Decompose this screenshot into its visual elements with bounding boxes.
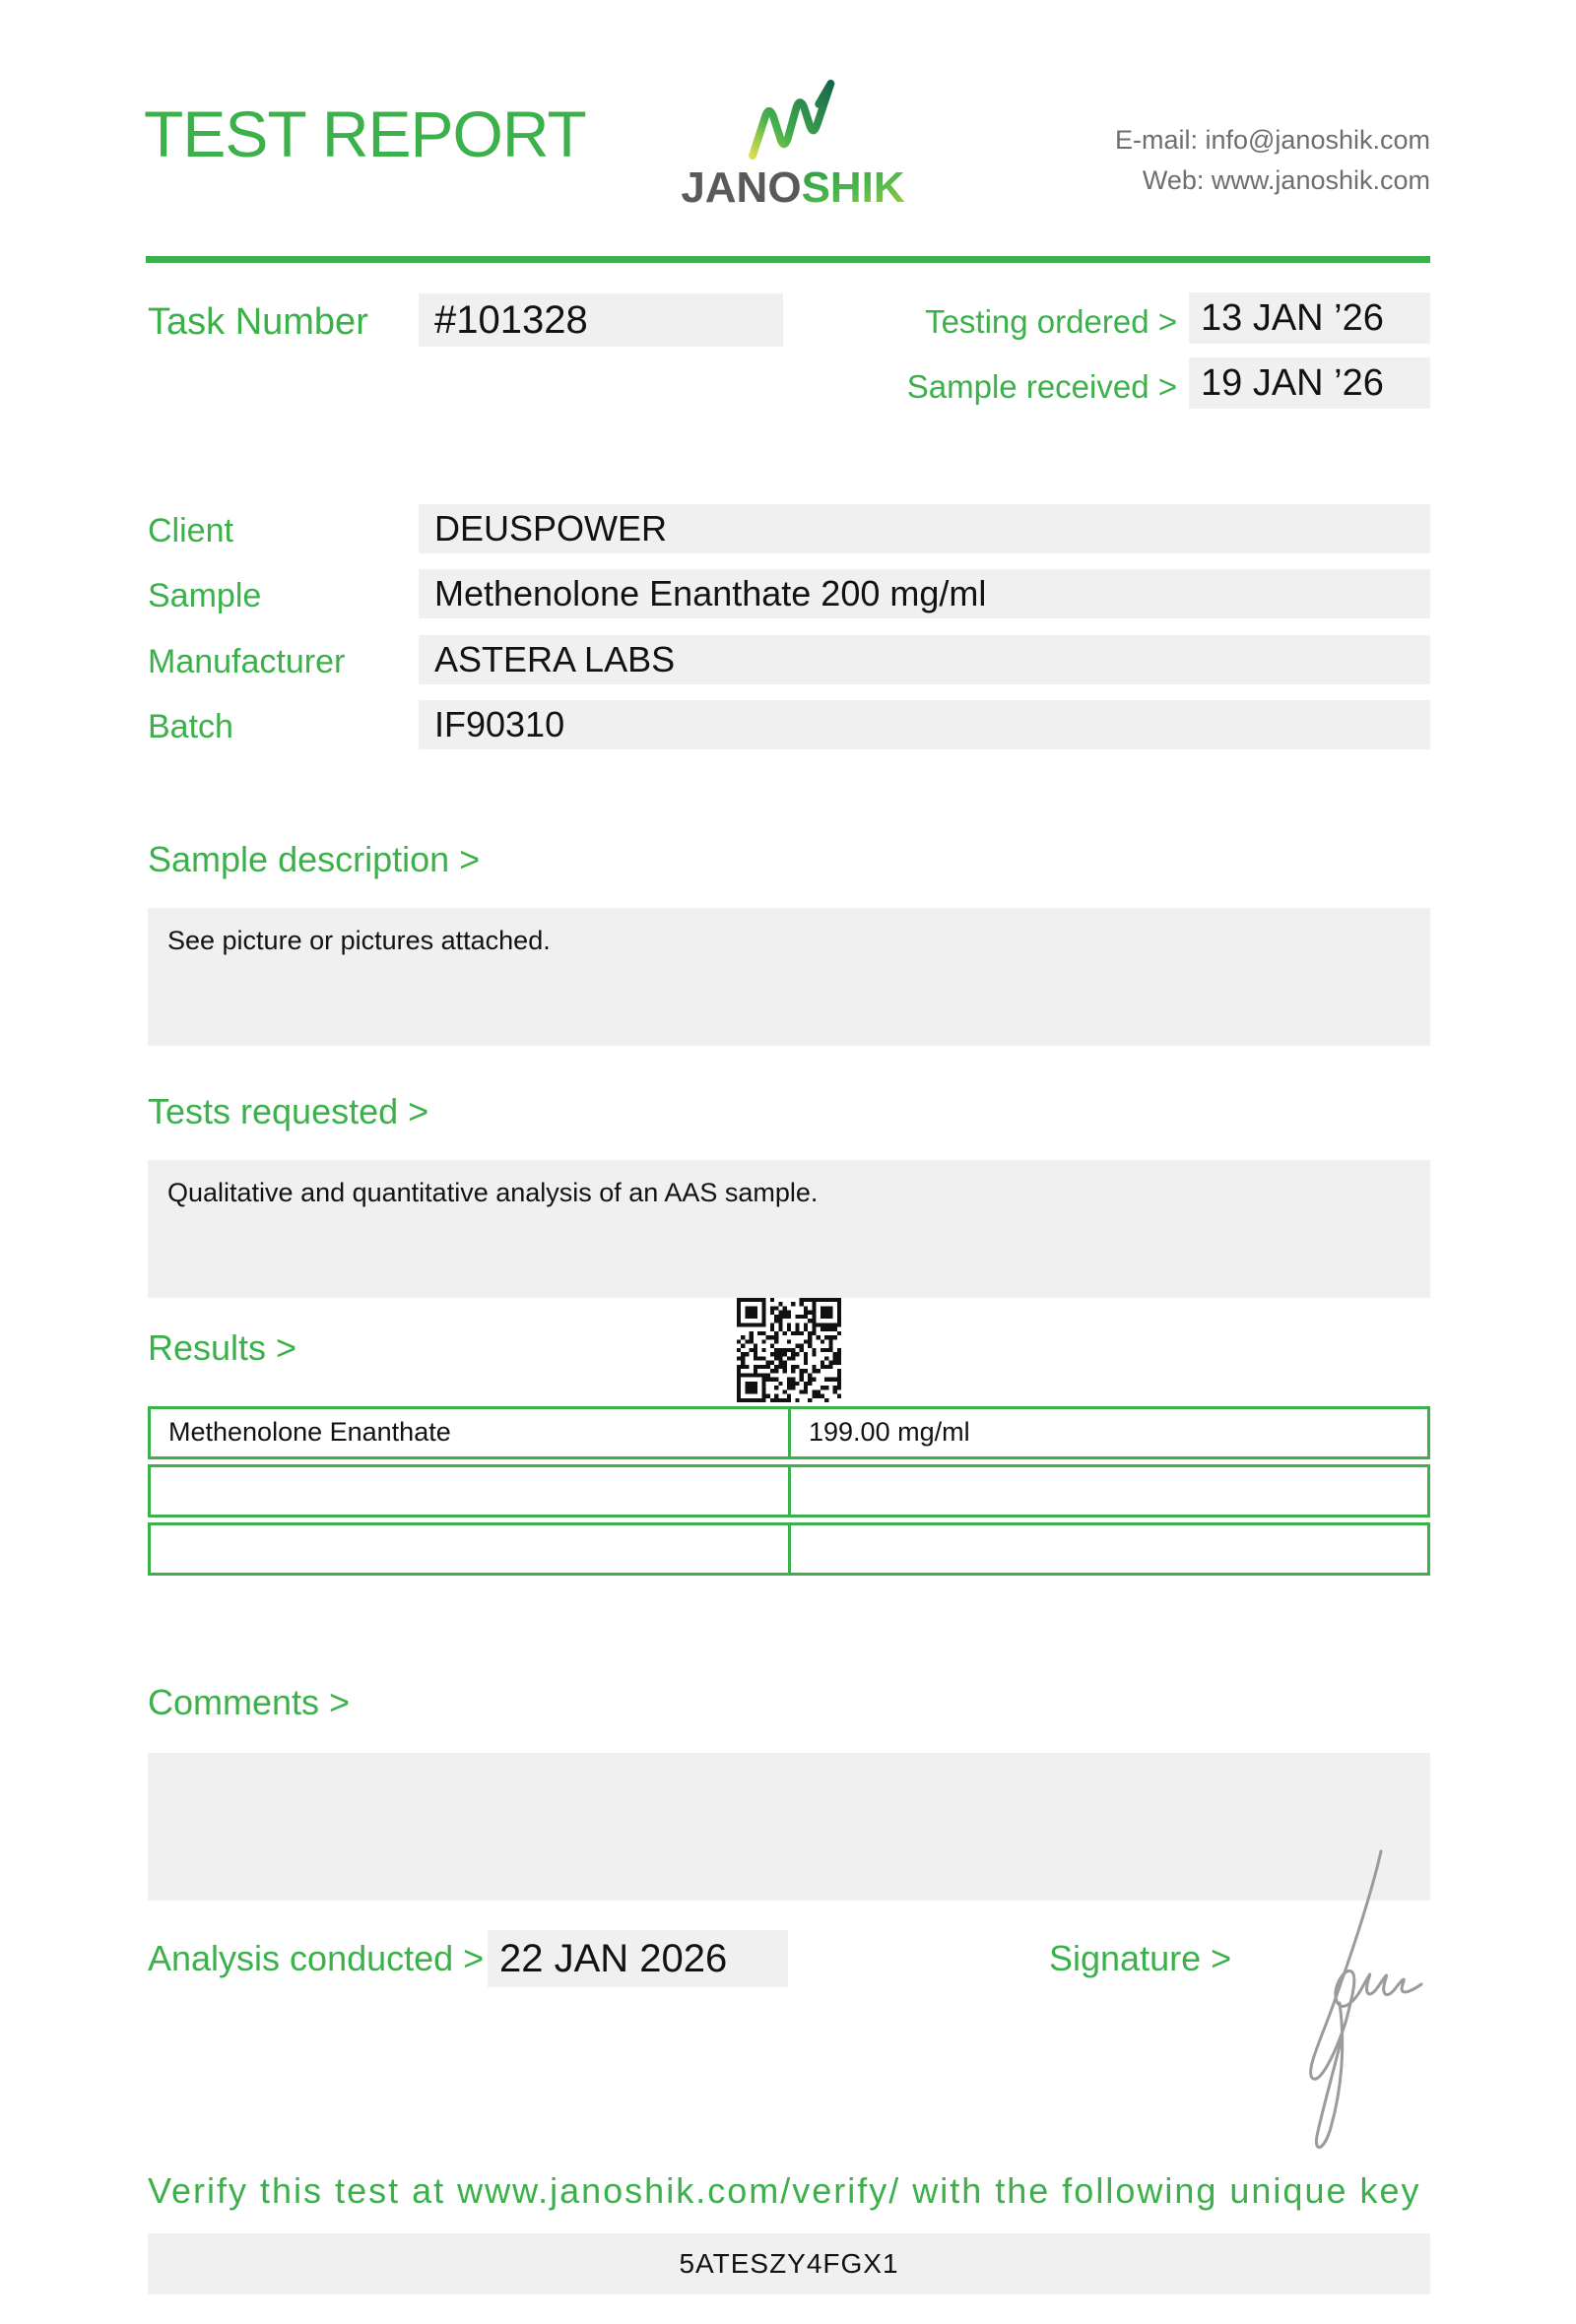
header-divider bbox=[146, 256, 1430, 263]
janoshik-logo bbox=[680, 71, 906, 213]
verify-key-value: 5ATESZY4FGX1 bbox=[679, 2248, 899, 2279]
result-row bbox=[148, 1464, 1430, 1517]
result-amount bbox=[791, 1525, 1427, 1573]
sample-received-box bbox=[1189, 357, 1430, 409]
tests-requested-box bbox=[148, 1160, 1430, 1298]
client-value: DEUSPOWER bbox=[434, 508, 668, 549]
manufacturer-box bbox=[419, 635, 1430, 684]
result-row bbox=[148, 1522, 1430, 1576]
comments-box bbox=[148, 1753, 1430, 1901]
testing-ordered-value: 13 JAN ’26 bbox=[1201, 297, 1384, 339]
logo-jano: JANO bbox=[681, 163, 802, 212]
result-substance bbox=[151, 1525, 791, 1573]
manufacturer-value: ASTERA LABS bbox=[434, 639, 676, 679]
sample-description-text: See picture or pictures attached. bbox=[167, 926, 551, 955]
result-row bbox=[148, 1406, 1430, 1459]
result-substance bbox=[151, 1467, 791, 1515]
contact-web: Web: www.janoshik.com bbox=[1142, 165, 1430, 195]
result-amount: 199.00 mg/ml bbox=[809, 1417, 970, 1447]
verify-key-box bbox=[148, 2233, 1430, 2294]
results-heading: Results > bbox=[148, 1327, 297, 1368]
client-label: Client bbox=[148, 512, 233, 549]
sample-label: Sample bbox=[148, 577, 262, 614]
logo-shik: SHIK bbox=[801, 163, 905, 212]
task-number-box bbox=[419, 293, 783, 347]
logo-wordmark bbox=[680, 163, 906, 213]
comments-heading: Comments > bbox=[148, 1682, 351, 1722]
task-number-label: Task Number bbox=[148, 301, 368, 343]
signature-label: Signature > bbox=[1049, 1938, 1232, 1978]
signature-scribble bbox=[1261, 1843, 1433, 2159]
tests-requested-text: Qualitative and quantitative analysis of an AAS sample. bbox=[167, 1178, 819, 1207]
testing-ordered-box bbox=[1189, 292, 1430, 344]
analysis-date-value: 22 JAN 2026 bbox=[499, 1937, 728, 1980]
analysis-conducted-label: Analysis conducted > bbox=[148, 1938, 485, 1978]
qr-code bbox=[737, 1298, 841, 1402]
sample-value: Methenolone Enanthate 200 mg/ml bbox=[434, 573, 987, 613]
result-substance: Methenolone Enanthate bbox=[151, 1409, 791, 1456]
sample-received-label: Sample received > bbox=[906, 368, 1177, 405]
chart-growth-icon bbox=[746, 71, 840, 161]
sample-box bbox=[419, 569, 1430, 618]
result-amount bbox=[791, 1467, 1427, 1515]
sample-received-value: 19 JAN ’26 bbox=[1201, 362, 1384, 404]
batch-value: IF90310 bbox=[434, 704, 565, 744]
client-box bbox=[419, 504, 1430, 553]
sample-description-box bbox=[148, 908, 1430, 1046]
analysis-date-box bbox=[488, 1930, 788, 1987]
contact-info bbox=[1115, 120, 1430, 201]
testing-ordered-label: Testing ordered > bbox=[925, 303, 1177, 340]
batch-box bbox=[419, 700, 1430, 749]
tests-requested-heading: Tests requested > bbox=[148, 1091, 429, 1131]
manufacturer-label: Manufacturer bbox=[148, 643, 346, 680]
sample-description-heading: Sample description > bbox=[148, 839, 481, 879]
contact-email: E-mail: info@janoshik.com bbox=[1114, 125, 1430, 155]
page-title: TEST REPORT bbox=[144, 97, 586, 170]
verify-instruction: Verify this test at www.janoshik.com/verify/ with the following unique key bbox=[148, 2170, 1421, 2211]
batch-label: Batch bbox=[148, 708, 233, 745]
task-number-value: #101328 bbox=[434, 298, 588, 342]
